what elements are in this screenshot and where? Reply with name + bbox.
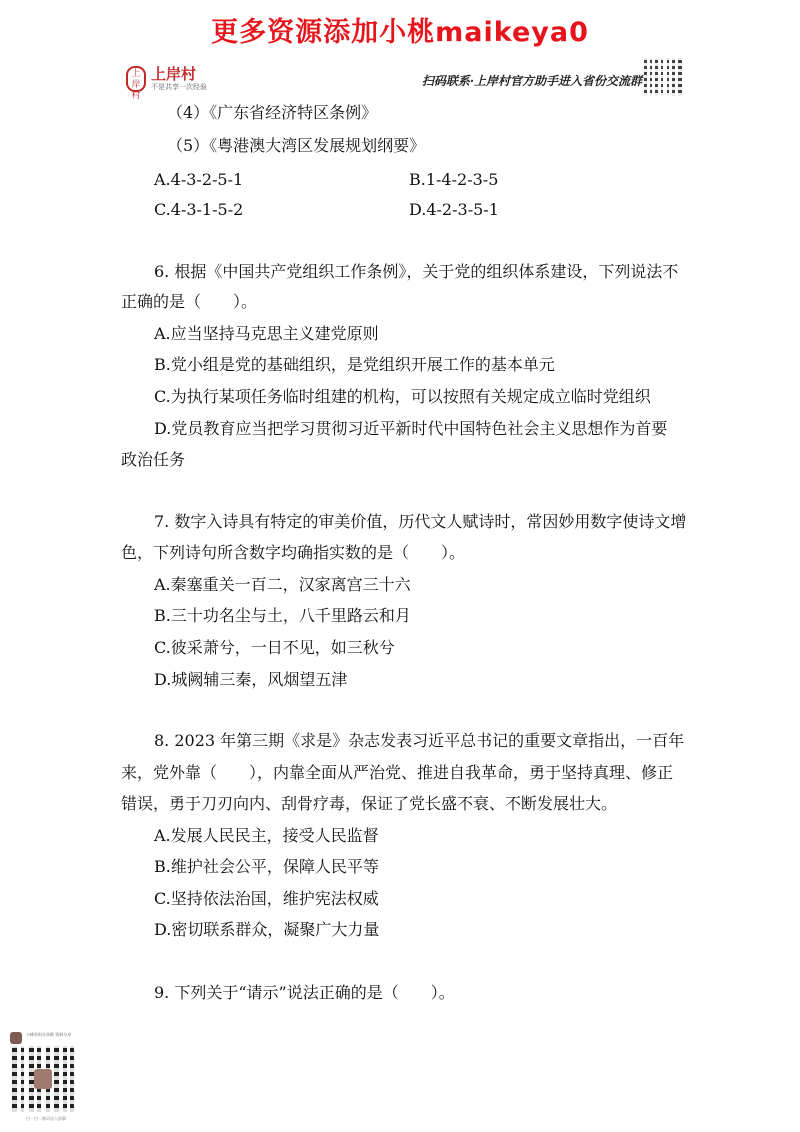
q7-option-a: A.秦塞重关一百二，汉家离宫三十六	[154, 575, 411, 594]
q5-option-d: D.4-2-3-5-1	[409, 200, 499, 219]
q5-option-b: B.1-4-2-3-5	[409, 170, 499, 189]
q5-option-c: C.4-3-1-5-2	[154, 200, 244, 219]
q6-stem-line-1: 6. 根据《中国共产党组织工作条例》，关于党的组织体系建设，下列说法不	[154, 262, 679, 281]
brand-logo	[126, 65, 207, 101]
q7-stem-line-2: 色，下列诗句所含数字均确指实数的是（ ）。	[121, 543, 466, 562]
logo-name: 上岸村	[151, 65, 197, 83]
q6-option-a: A.应当坚持马克思主义建党原则	[154, 324, 379, 343]
q7-option-b: B.三十功名尘与土，八千里路云和月	[154, 606, 411, 625]
header-qr-code-icon	[644, 58, 682, 96]
q5-item-4: （4）《广东省经济特区条例》	[167, 103, 378, 122]
footer-qr-hint: 扫一扫二维码加入群聊	[26, 1116, 66, 1121]
q8-option-a: A.发展人民民主，接受人民监督	[154, 826, 379, 845]
q6-option-d: D.党员教育应当把学习贯彻习近平新时代中国特色社会主义思想作为首要	[154, 419, 668, 438]
q8-stem-line-1: 8. 2023 年第三期《求是》杂志发表习近平总书记的重要文章指出，一百年	[154, 731, 685, 750]
q8-stem-line-2: 来，党外靠（ ），内靠全面从严治党、推进自我革命，勇于坚持真理、修正	[121, 763, 674, 782]
header-note: 扫码联系·上岸村官方助手进入省份交流群	[421, 74, 642, 88]
footer-qr-code-icon	[12, 1046, 74, 1112]
avatar	[10, 1032, 22, 1044]
q6-stem-line-2: 正确的是（ ）。	[121, 292, 258, 311]
q6-option-c: C.为执行某项任务临时组建的机构，可以按照有关规定成立临时党组织	[154, 387, 651, 406]
q5-item-5: （5）《粤港澳大湾区发展规划纲要》	[167, 136, 426, 155]
q6-option-b: B.党小组是党的基础组织，是党组织开展工作的基本单元	[154, 355, 555, 374]
q7-option-c: C.彼采萧兮，一日不见，如三秋兮	[154, 638, 395, 657]
logo-tagline: 不是共享一次经验	[151, 83, 207, 91]
footer-qr-caption: 小桃资料分享群 资料分享	[26, 1032, 72, 1037]
promo-banner: 更多资源添加小桃maikeya0	[211, 17, 589, 48]
q8-option-d: D.密切联系群众，凝聚广大力量	[154, 920, 380, 939]
qr-center-avatar-icon	[34, 1069, 52, 1089]
q8-option-b: B.维护社会公平，保障人民平等	[154, 857, 379, 876]
q5-option-a: A.4-3-2-5-1	[154, 170, 244, 189]
q8-option-c: C.坚持依法治国，维护宪法权威	[154, 889, 379, 908]
q7-option-d: D.城阙辅三秦，风烟望五津	[154, 670, 348, 689]
q9-stem-line-1: 9. 下列关于“请示”说法正确的是（ ）。	[154, 983, 455, 1002]
q6-option-d-cont: 政治任务	[121, 450, 186, 469]
logo-seal-icon: 上岸村	[126, 66, 146, 92]
q8-stem-line-3: 错误，勇于刀刃向内、刮骨疗毒，保证了党长盛不衰、不断发展壮大。	[121, 794, 618, 813]
q7-stem-line-1: 7. 数字入诗具有特定的审美价值，历代文人赋诗时，常因妙用数字使诗文增	[154, 512, 687, 531]
